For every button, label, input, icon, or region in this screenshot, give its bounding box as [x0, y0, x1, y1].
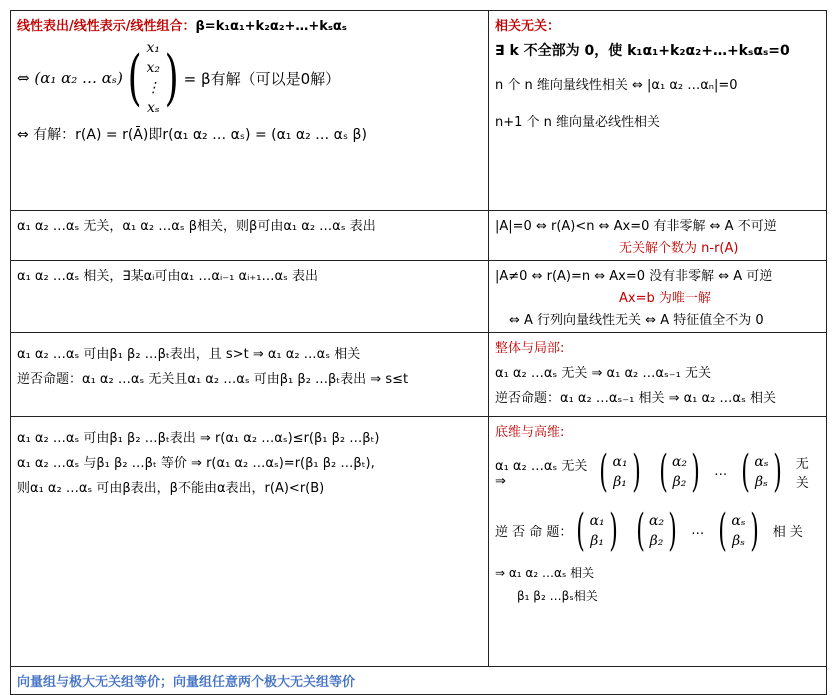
- col-vec-xs: xₛ: [146, 100, 160, 116]
- cell-r2-left: [11, 211, 489, 261]
- r5-right-line2-suffix: 相 关: [772, 525, 803, 540]
- dependence-n1-line: n+1 个 n 维向量必线性相关: [495, 115, 661, 130]
- cell-linear-representation: [11, 11, 489, 211]
- summary-table: [10, 10, 827, 695]
- column-vector: ( x₁ x₂ ⋮ xₛ ): [127, 40, 179, 116]
- r3-right-line3: ⇔ A 行列向量线性无关 ⇔ A 特征值全不为 0: [509, 313, 764, 328]
- r4-right-line2: 逆否命题：α₁ α₂ …αₛ₋₁ 相关 ⇒ α₁ α₂ …αₛ 相关: [495, 391, 776, 406]
- r4-left-line2: 逆否命题：α₁ α₂ …αₛ 无关且α₁ α₂ …αₛ 可由β₁ β₂ …βₜ表出 ⇒ s≤t: [17, 372, 409, 387]
- eq-suffix: = β有解（可以是0解）: [183, 69, 341, 88]
- cell-r4-right: [489, 333, 827, 417]
- r3-left-text: α₁ α₂ …αₛ 相关，∃某αᵢ可由α₁ …αᵢ₋₁ αᵢ₊₁…αₛ 表出: [17, 269, 319, 284]
- cell-r5-right: [489, 417, 827, 667]
- stacked-vector-2b: ( α₂ β₂ ): [636, 505, 677, 556]
- vector-dots: …: [714, 464, 728, 479]
- cell-r5-left: [11, 417, 489, 667]
- r2-left-text: α₁ α₂ …αₛ 无关，α₁ α₂ …αₛ β相关，则β可由α₁ α₂ …αₛ 表出: [17, 219, 376, 234]
- stacked-vector-s: ( αₛ βₛ ): [741, 446, 782, 497]
- cell-r4-left: [11, 333, 489, 417]
- vector-dots-b: …: [691, 523, 705, 538]
- r4-right-line1: α₁ α₂ …αₛ 无关 ⇒ α₁ α₂ …αₛ₋₁ 无关: [495, 366, 711, 381]
- rank-line: ⇔ 有解：r(A) = r(Ā)即r(α₁ α₂ … αₛ) = (α₁ α₂ … αₛ β): [17, 127, 367, 143]
- cell-r3-left: [11, 261, 489, 333]
- stacked-vector-2: ( α₂ β₂ ): [659, 446, 700, 497]
- stacked-vector-sb: ( αₛ βₛ ): [718, 505, 759, 556]
- r2-right-line1: |A|=0 ⇔ r(A)<n ⇔ Ax=0 有非零解 ⇔ A 不可逆: [495, 219, 777, 234]
- r5-right-line1-prefix: α₁ α₂ …αₛ 无关 ⇒: [495, 458, 588, 489]
- r5-left-line1: α₁ α₂ …αₛ 可由β₁ β₂ …βₜ表出 ⇒ r(α₁ α₂ …αₛ)≤r(β₁ β₂ …βₜ): [17, 431, 380, 446]
- r5-right-title: 底维与高维:: [495, 425, 565, 440]
- linear-rep-title: 线性表出/线性表示/线性组合：: [17, 19, 196, 34]
- col-vec-x2: x₂: [146, 60, 160, 76]
- r5-right-line1-suffix: 无关: [795, 456, 809, 491]
- col-vec-dots: ⋮: [146, 80, 161, 96]
- dependence-formula: ∃ k 不全部为 0，使 k₁α₁+k₂α₂+…+kₛαₛ=0: [495, 43, 790, 59]
- r3-right-line1: |A≠0 ⇔ r(A)=n ⇔ Ax=0 没有非零解 ⇔ A 可逆: [495, 269, 773, 284]
- stacked-vector-1: ( α₁ β₁ ): [599, 446, 641, 497]
- dependence-title: 相关无关：: [495, 19, 561, 34]
- col-vec-x1: x₁: [146, 40, 160, 56]
- r5-right-line3: ⇒ α₁ α₂ …αₛ 相关: [495, 566, 595, 580]
- footer-text: 向量组与极大无关组等价；向量组任意两个极大无关组等价: [17, 675, 356, 690]
- r4-right-title: 整体与局部:: [495, 341, 565, 356]
- r5-right-line4: β₁ β₂ …βₛ相关: [517, 589, 598, 603]
- r5-left-line3: 则α₁ α₂ …αₛ 可由β表出，β不能由α表出，r(A)<r(B): [17, 481, 325, 496]
- r4-left-line1: α₁ α₂ …αₛ 可由β₁ β₂ …βₜ表出，且 s>t ⇒ α₁ α₂ …αₛ 相关: [17, 347, 361, 362]
- eq-prefix: ⇔ (α₁ α₂ … αₛ): [17, 69, 123, 87]
- r5-left-line2: α₁ α₂ …αₛ 与β₁ β₂ …βₜ 等价 ⇒ r(α₁ α₂ …αₛ)=r(β₁ β₂ …βₜ),: [17, 456, 375, 471]
- cell-r2-right: [489, 211, 827, 261]
- footer-cell: [11, 667, 827, 695]
- stacked-vector-1b: ( α₁ β₁ ): [576, 505, 618, 556]
- dependence-det-line: n 个 n 维向量线性相关 ⇔ |α₁ α₂ …αₙ|=0: [495, 78, 738, 93]
- linear-rep-formula: β=k₁α₁+k₂α₂+…+kₛαₛ: [195, 19, 347, 34]
- r2-right-line2: 无关解个数为 n-r(A): [619, 241, 739, 256]
- cell-r3-right: [489, 261, 827, 333]
- r5-right-line2-prefix: 逆 否 命 题：: [495, 525, 573, 540]
- cell-dependence: [489, 11, 827, 211]
- r3-right-line2: Ax=b 为唯一解: [619, 291, 711, 306]
